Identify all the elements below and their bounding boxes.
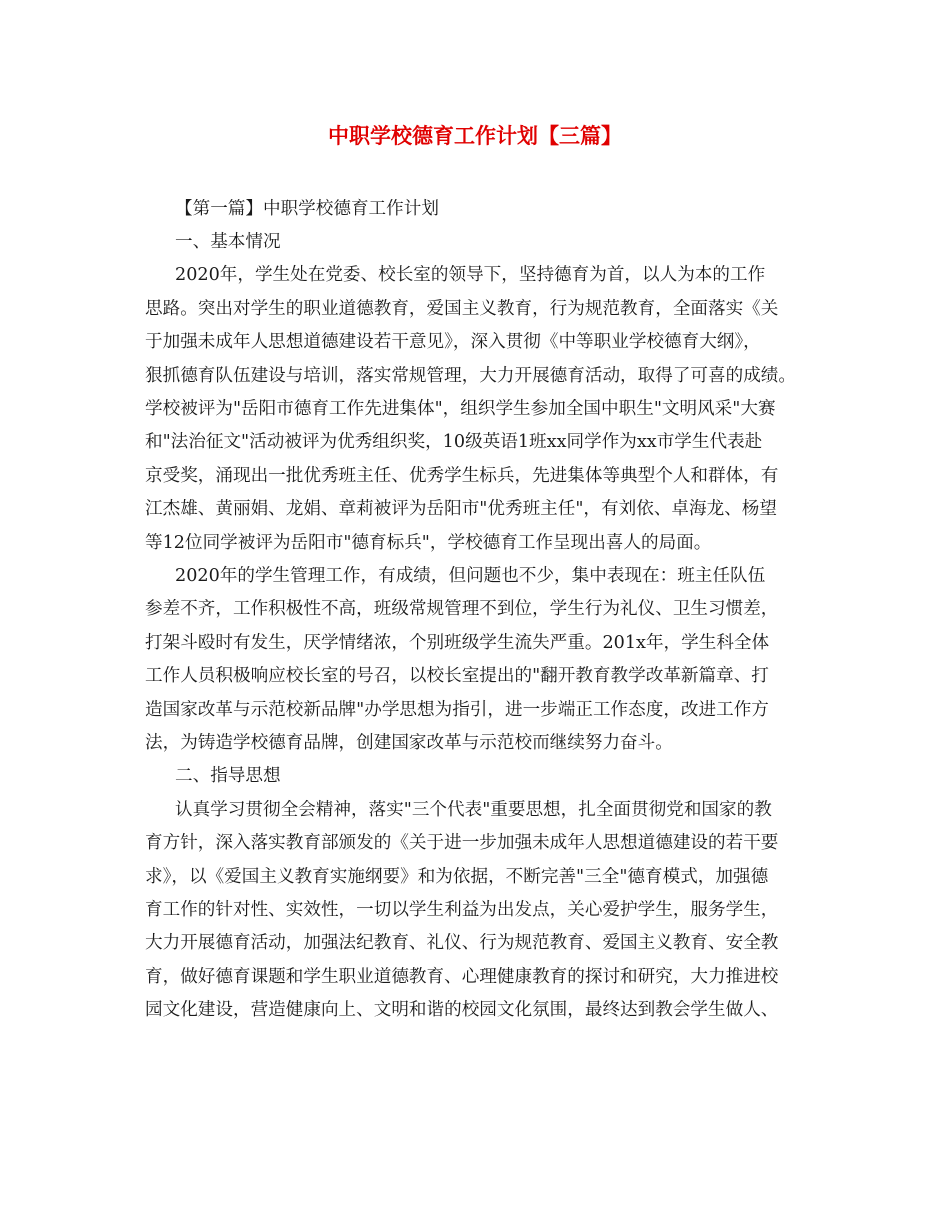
subheading-guiding-ideology: 二、指导思想 xyxy=(175,766,281,786)
paragraph-line: 和"法治征文"活动被评为优秀组织奖，10级英语1班xx同学作为xx市学生代表赴 xyxy=(145,432,763,452)
paragraph-line: 育，做好德育课题和学生职业道德教育、心理健康教育的探讨和研究，大力推进校 xyxy=(145,967,779,987)
paragraph-line: 大力开展德育活动，加强法纪教育、礼仪、行为规范教育、爱国主义教育、安全教 xyxy=(145,933,779,953)
paragraph-line: 于加强未成年人思想道德建设若干意见》，深入贯彻《中等职业学校德育大纲》， xyxy=(145,332,761,352)
paragraph-line: 育工作的针对性、实效性，一切以学生利益为出发点，关心爱护学生，服务学生， xyxy=(145,900,779,920)
paragraph-line: 京受奖，涌现出一批优秀班主任、优秀学生标兵，先进集体等典型个人和群体，有 xyxy=(145,466,779,486)
paragraph-line: 认真学习贯彻全会精神，落实"三个代表"重要思想，扎全面贯彻党和国家的教 xyxy=(175,800,772,820)
paragraph-line: 狠抓德育队伍建设与培训，落实常规管理，大力开展德育活动，取得了可喜的成绩。 xyxy=(145,366,796,386)
paragraph-line: 工作人员积极响应校长室的号召，以校长室提出的"翻开教育教学改革新篇章、打 xyxy=(145,666,769,686)
section-heading-part-one: 【第一篇】中职学校德育工作计划 xyxy=(175,199,439,219)
paragraph-line: 2020年，学生处在党委、校长室的领导下，坚持德育为首，以人为本的工作 xyxy=(175,265,766,285)
paragraph-line: 园文化建设，营造健康向上、文明和谐的校园文化氛围，最终达到教会学生做人、 xyxy=(145,1000,779,1020)
paragraph-line: 学校被评为"岳阳市德育工作先进集体"，组织学生参加全国中职生"文明风采"大赛 xyxy=(145,399,776,419)
paragraph-line: 造国家改革与示范校新品牌"办学思想为指引，进一步端正工作态度，改进工作方 xyxy=(145,700,769,720)
paragraph-line: 法，为铸造学校德育品牌，创建国家改革与示范校而继续努力奋斗。 xyxy=(145,733,673,753)
paragraph-line: 等12位同学被评为岳阳市"德育标兵"，学校德育工作呈现出喜人的局面。 xyxy=(145,533,712,553)
paragraph-line: 思路。突出对学生的职业道德教育，爱国主义教育，行为规范教育，全面落实《关 xyxy=(145,299,779,319)
document-title: 中职学校德育工作计划【三篇】 xyxy=(328,123,622,148)
paragraph-line: 江杰雄、黄丽娟、龙娟、章莉被评为岳阳市"优秀班主任"，有刘依、卓海龙、杨望 xyxy=(145,499,777,519)
paragraph-line: 打架斗殴时有发生，厌学情绪浓，个别班级学生流失严重。201x年，学生科全体 xyxy=(145,633,770,653)
subheading-basic-situation: 一、基本情况 xyxy=(175,232,281,252)
paragraph-line: 参差不齐，工作积极性不高，班级常规管理不到位，学生行为礼仪、卫生习惯差， xyxy=(145,599,779,619)
paragraph-line: 育方针，深入落实教育部颁发的《关于进一步加强未成年人思想道德建设的若干要 xyxy=(145,833,779,853)
paragraph-line: 2020年的学生管理工作，有成绩，但问题也不少，集中表现在：班主任队伍 xyxy=(175,566,766,586)
paragraph-line: 求》，以《爱国主义教育实施纲要》和为依据，不断完善"三全"德育模式，加强德 xyxy=(145,867,769,887)
